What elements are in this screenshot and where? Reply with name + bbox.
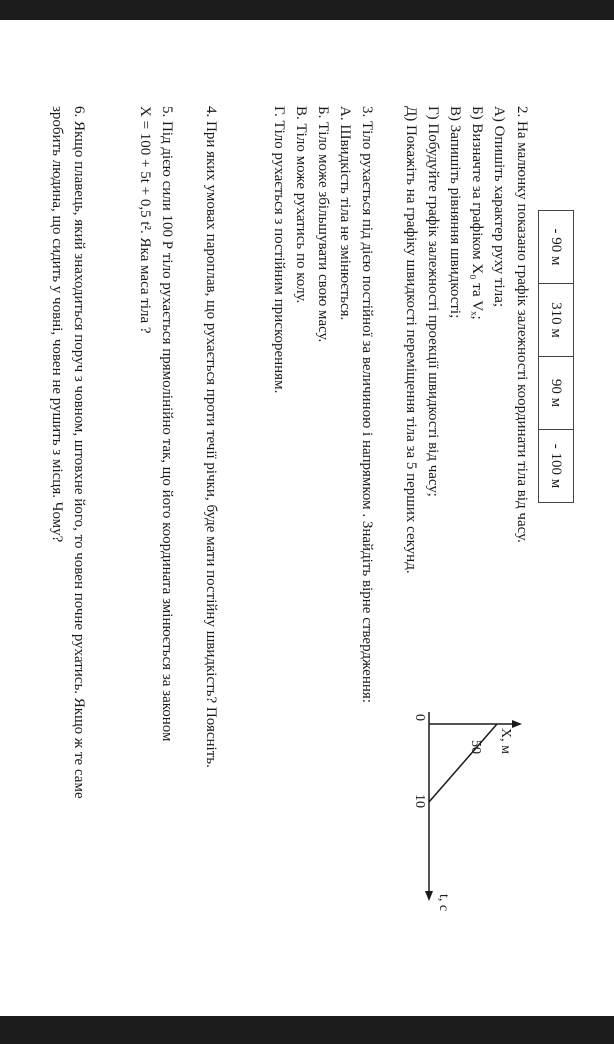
- q3-option-b: Б. Тіло може збільшувати свою масу.: [315, 106, 331, 343]
- table-cell: - 100 м: [539, 430, 574, 503]
- table-cell: 90 м: [539, 357, 574, 430]
- q2-title: 2. На малюнку показано графік залежності координати тіла від часу.: [514, 106, 530, 543]
- t-value-label: 10: [412, 794, 427, 808]
- y-axis-label: X, м: [498, 728, 513, 754]
- q6-line-1: 6. Якщо плавець, який знаходиться поруч з човном, штовхне його, то човен почне рухатись. Якщо ж те саме: [71, 106, 87, 799]
- document-page: [0, 20, 614, 1016]
- answer-table: [538, 210, 574, 503]
- q6-line-2: зробить людина, що сидить у човні, човен не рушить з місця. Чому?: [49, 106, 65, 543]
- q5-line-1: 5. Під дією сили 100 Р тіло рухається прямолінійно так, що його координата змінюється за законом: [159, 106, 175, 742]
- origin-label: 0: [412, 714, 427, 721]
- q2-item-e: Д) Покажіть на графіку швидкості переміщення тіла за 5 перших секунд.: [403, 106, 419, 574]
- q2-item-b: Б) Визначте за графіком X₀ та Vₓ;: [469, 106, 485, 320]
- table-cell: 310 м: [539, 284, 574, 357]
- coordinate-time-graph: [414, 710, 524, 910]
- table-cell: - 90 м: [539, 211, 574, 284]
- y-arrow-icon: [512, 720, 522, 728]
- q3-option-c: В. Тіло може рухатись по колу.: [293, 106, 309, 304]
- graph-line: [429, 724, 497, 802]
- q3-option-d: Г. Тіло рухається з постійним прискоренням.: [271, 106, 287, 394]
- q3-title: 3. Тіло рухається під дією постійної за величиною і напрямком . Знайдіть вірне ствердження:: [359, 106, 375, 703]
- rotated-content: [0, 20, 614, 1016]
- q2-item-c: В) Запишіть рівняння швидкості;: [447, 106, 463, 319]
- q5-line-2: X = 100 + 5t + 0,5 t². Яка маса тіла ?: [137, 106, 153, 334]
- table-row: [539, 211, 574, 503]
- q4-text: 4. При яких умовах пароплав, що рухається проти течії річки, буде мати постійну швидкість? Поясніть.: [203, 106, 219, 768]
- t-arrow-icon: [425, 891, 433, 901]
- x-axis-label: t, с: [436, 894, 451, 912]
- q3-option-a: А. Швидкість тіла не змінюється.: [337, 106, 353, 321]
- q2-item-a: А) Опишіть характер руху тіла;: [491, 106, 507, 308]
- x0-label: 50: [468, 740, 483, 754]
- q2-item-d: Г) Побудуйте графік залежності проекції швидкості від часу;: [425, 106, 441, 497]
